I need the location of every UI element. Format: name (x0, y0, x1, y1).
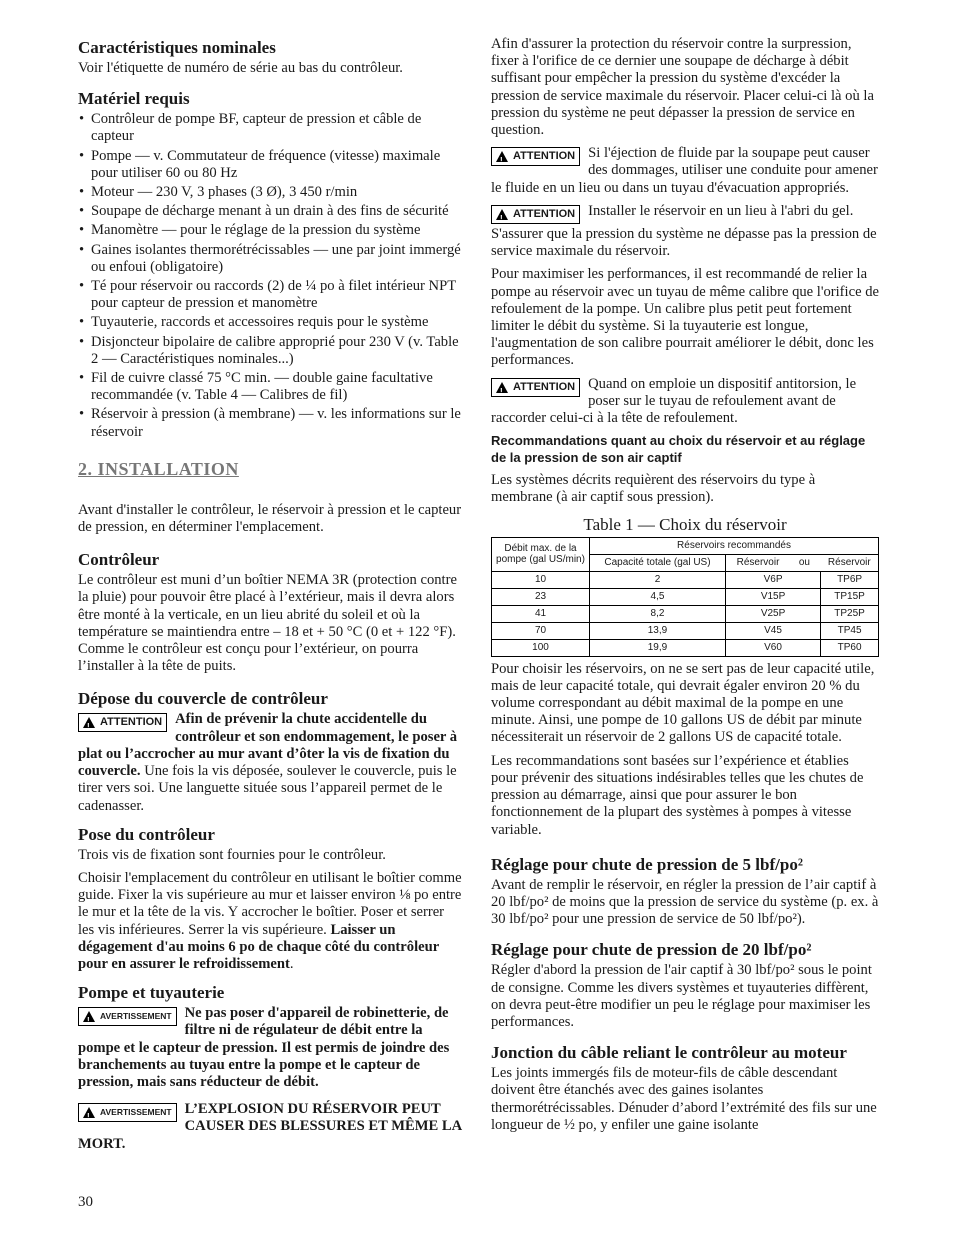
warning-triangle-icon (83, 1011, 95, 1022)
table-cell: V45 (725, 622, 820, 639)
table-header-reservoir-2: Réservoir (821, 554, 879, 571)
table-cell: 2 (590, 571, 726, 588)
warning-depose (78, 711, 462, 814)
page-number: 30 (78, 1194, 93, 1210)
paragraph-reglage-20: Régler d'abord la pression de l'air captif à 30 lbf/po² sous le point de consigne. Comme les divers systèmes et tuyauteries diffèrent, on devra peut-être modifier un peu le réglage pour maximiser les performances. (491, 962, 872, 1030)
paragraph-reglage-5: Avant de remplir le réservoir, en régler la pression de l’air captif à 20 lbf/po² de moins que la pression de service du système (p. ex. à 30 lbf/po² pour une pression de service de 50 lbf/po²). (491, 876, 879, 928)
paragraph-protection: Afin d'assurer la protection du réservoir contre la surpression, fixer à l'orifice de ce dernier une soupape de décharge à débit suffisant pour empêcher la pression du système d'excéder la pression de service maximale du réservoir. Placer celui-ci là où la pression du système ne peut dépasser la pression de service en question. (491, 36, 874, 139)
warning-ejection: ! ATTENTION Si l'éjection de fluide par la soupape peut causer des dommages, utiliser une conduite pour amener le fluide en un lieu ou dans un tuyau d'évacuation appropriés. (491, 145, 879, 197)
table-header-debit: Débit max. de la pompe (gal US/min) (492, 537, 590, 571)
table-cell: V60 (725, 639, 820, 656)
warning-triangle-icon (83, 1107, 95, 1118)
attention-badge: ! ATTENTION (491, 205, 580, 224)
heading-caracteristiques: Caractéristiques nominales (78, 38, 276, 57)
table-body (492, 571, 879, 656)
table-cell: TP15P (821, 588, 879, 605)
table-cell: TP25P (821, 605, 879, 622)
reservoir-table (491, 537, 879, 657)
list-item: • Soupape de décharge menant à un drain à des fins de sécurité (78, 203, 462, 220)
paragraph-recommandations: Les recommandations sont basées sur l’expérience et établies pour prévenir des situations indésirables telles que les chutes de pression au démarrage, ainsi que pour assurer le bon fonctionnement de la plupart des systèmes à pompes à vitesse variable. (491, 752, 864, 838)
heading-reglage-5: Réglage pour chute de pression de 5 lbf/po² (491, 854, 803, 874)
table-header-recommandes: Réservoirs recommandés (590, 537, 879, 554)
paragraph-controleur: Le contrôleur est muni d’un boîtier NEMA 3R (protection contre la pluie) pour pouvoir être placé à l’extérieur, mais il devra alors être monté à la verticale, en un lieu abrité du soleil et où la température se maintiendra entre – 18 et + 50 °C (0 et + 122 °F). Comme le contrôleur est conçu pour l’extérieur, on pourra l’installer à la tête de puits. (78, 572, 457, 675)
paragraph-choisir: Pour choisir les réservoirs, on ne se sert pas de leur capacité utile, mais de leur capacité totale, qui devrait égaler environ 20 % du volume correspondant au débit maximal de la pompe en une minute. Ainsi, une pompe de 10 gallons US de débit par minute nécessiterait un réservoir de 2 gallons US de capacité totale. (491, 660, 875, 746)
table-cell: 41 (492, 605, 590, 622)
list-item: • Gaines isolantes thermorétrécissables — une par joint immergé ou enfoui (obligatoire) (78, 242, 462, 276)
heading-reglage-20: Réglage pour chute de pression de 20 lbf/po² (491, 940, 812, 960)
list-item: • Moteur — 230 V, 3 phases (3 Ø), 3 450 r/min (78, 184, 462, 201)
list-item: • Manomètre — pour le réglage de la pression du système (78, 222, 462, 239)
right-column (491, 36, 879, 1140)
list-item: • Té pour réservoir ou raccords (2) de ¼ po à filet intérieur NPT pour capteur de pression et manomètre (78, 278, 462, 312)
attention-badge: ! ATTENTION (491, 378, 580, 397)
paragraph-pose-1: Trois vis de fixation sont fournies pour le contrôleur. (78, 846, 386, 863)
list-item: • Fil de cuivre classé 75 °C min. — double gaine facultative recommandée (v. Table 4 — Calibres de fil) (78, 370, 462, 404)
warning-triangle-icon (496, 151, 508, 162)
table-cell: V6P (725, 571, 820, 588)
warning-depose-bold: Afin de prévenir la chute accidentelle du contrôleur et son endommagement, le poser à plat ou l’accrocher au mur avant d’ôter la vis de fixation du couvercle. (78, 711, 458, 780)
table-header-capacite: Capacité totale (gal US) (590, 554, 726, 571)
table-cell: 19,9 (590, 639, 726, 656)
paragraph-maximiser: Pour maximiser les performances, il est recommandé de relier la pompe au réservoir avec un tuyau de même calibre que l'orifice de refoulement de la pompe. Un calibre plus petit peut fortement limiter le débit du système. Si la tuyauterie est longue, l'augmentation de son calibre pourrait améliorer le débit, donc les performances. (491, 266, 879, 369)
warning-explosion: ! AVERTISSEMENT L’EXPLOSION DU RÉSERVOIR PEUT CAUSER DES BLESSURES ET MÊME LA MORT. (78, 1101, 462, 1153)
warning-pompe: ! AVERTISSEMENT Ne pas poser d'appareil de robinetterie, de filtre ni de régulateur de débit entre la pompe et le capteur de pression. Il est permis de joindre des branchements au tuyau entre la pompe et le capteur de pression, mais sans réducteur de débit. (78, 1005, 462, 1091)
table-row (492, 571, 879, 588)
table-cell: 70 (492, 622, 590, 639)
table-header-reservoir-1: Réservoir ou (725, 554, 820, 571)
attention-badge: ! ATTENTION (78, 713, 167, 732)
table-cell: 10 (492, 571, 590, 588)
list-item: • Contrôleur de pompe BF, capteur de pression et câble de capteur (78, 111, 462, 145)
table-cell: V15P (725, 588, 820, 605)
heading-depose: Dépose du couvercle de contrôleur (78, 689, 328, 709)
list-item: • Tuyauterie, raccords et accessoires requis pour le système (78, 314, 462, 331)
avertissement-badge: ! AVERTISSEMENT (78, 1103, 177, 1122)
list-item: • Réservoir à pression (à membrane) — v. les informations sur le réservoir (78, 406, 462, 440)
warning-gel: ! ATTENTION Installer le réservoir en un lieu à l'abri du gel. (491, 203, 879, 220)
left-column (78, 36, 462, 1159)
paragraph-caracteristiques: Voir l'étiquette de numéro de série au bas du contrôleur. (78, 60, 403, 76)
table-cell: V25P (725, 605, 820, 622)
paragraph-installation: Avant d'installer le contrôleur, le réservoir à pression et le capteur de pression, en déterminer l'emplacement. (78, 501, 462, 536)
heading-controleur: Contrôleur (78, 550, 160, 570)
paragraph-systemes: Les systèmes décrits requièrent des réservoirs du type à membrane (à air captif sous pression). (491, 472, 816, 506)
table-cell: 23 (492, 588, 590, 605)
paragraph-jonction: Les joints immergés fils de moteur-fils de câble descendant doivent être étanchés avec des gaines isolantes thermorétrécissables. Dénuder d’abord l’extrémité des fils sur une longueur de ½ po, y enfiler une gaine isolante (491, 1065, 877, 1133)
table-cell: 13,9 (590, 622, 726, 639)
table-row (492, 639, 879, 656)
table-row (492, 605, 879, 622)
table-cell: 100 (492, 639, 590, 656)
heading-pompe-tuyauterie: Pompe et tuyauterie (78, 983, 225, 1003)
table-caption: Table 1 — Choix du réservoir (583, 514, 787, 534)
paragraph-pose-2: Choisir l'emplacement du contrôleur en utilisant le boîtier comme guide. Fixer la vis supérieure au mur et laisser environ ⅛ po entre le mur et la tête de la vis. Y accrocher le boîtier. Poser et serrer les vis inférieures. Serrer la vis supérieure. Laisser un dégagement d'au moins 6 po de chaque côté du contrôleur pour en assurer le refroidissement. (78, 869, 462, 972)
table-cell: 4,5 (590, 588, 726, 605)
heading-recommandations: Recommandations quant au choix du réservoir et au réglage de la pression de son air captif (491, 433, 866, 465)
materiel-list (78, 111, 462, 441)
section-title-installation: 2. INSTALLATION (78, 458, 239, 479)
table-cell: TP45 (821, 622, 879, 639)
table-cell: TP60 (821, 639, 879, 656)
heading-materiel-requis: Matériel requis (78, 89, 190, 109)
table-cell: TP6P (821, 571, 879, 588)
table-row (492, 622, 879, 639)
heading-pose: Pose du contrôleur (78, 824, 215, 844)
list-item: • Disjoncteur bipolaire de calibre approprié pour 230 V (v. Table 2 — Caractéristiques nominales...) (78, 334, 462, 368)
table-header-ou: ou (798, 557, 810, 569)
avertissement-badge: ! AVERTISSEMENT (78, 1007, 177, 1026)
warning-antitorsion: ! ATTENTION Quand on emploie un dispositif antitorsion, le poser sur le tuyau de refoulement avant de raccorder celui-ci à la tête de refoulement. (491, 376, 879, 428)
warning-triangle-icon (83, 717, 95, 728)
warning-triangle-icon (496, 382, 508, 393)
warning-depose-rest: Une fois la vis déposée, soulever le couvercle, puis le tirer vers soi. Une languette située sous l’appareil permet de le cadenasser. (78, 763, 457, 814)
attention-badge: ! ATTENTION (491, 147, 580, 166)
list-item: • Pompe — v. Commutateur de fréquence (vitesse) maximale pour utiliser 60 ou 80 Hz (78, 148, 462, 182)
table-row (492, 588, 879, 605)
paragraph-assurer: S'assurer que la pression du système ne dépasse pas la pression de service maximale du réservoir. (491, 226, 877, 260)
heading-jonction: Jonction du câble reliant le contrôleur au moteur (491, 1043, 847, 1063)
table-cell: 8,2 (590, 605, 726, 622)
warning-triangle-icon (496, 209, 508, 220)
